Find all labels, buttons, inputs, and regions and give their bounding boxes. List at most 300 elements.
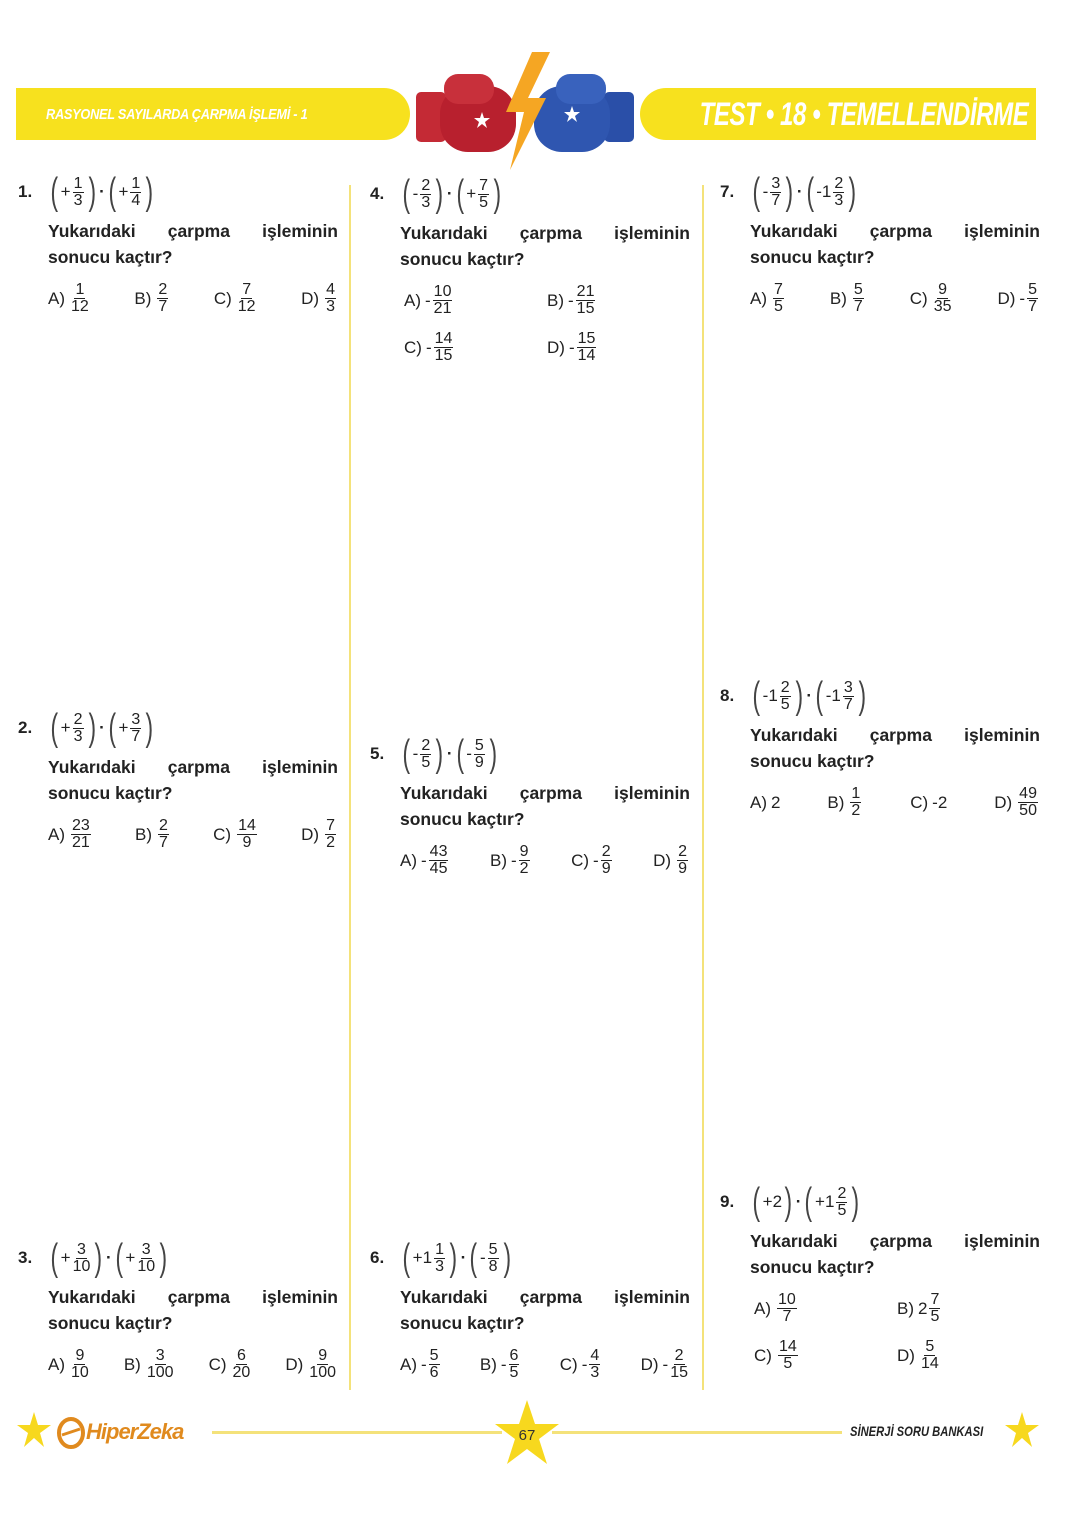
fraction <box>519 844 530 877</box>
option-value <box>236 282 258 315</box>
right-paren: ) <box>795 675 803 717</box>
answer-option-a[interactable] <box>48 818 93 851</box>
logo-icon <box>56 1415 86 1449</box>
fraction <box>778 1339 798 1372</box>
factor <box>454 175 504 213</box>
answer-options <box>18 818 338 851</box>
factor-value <box>61 712 86 745</box>
option-label: D) <box>547 337 565 357</box>
answer-options <box>720 1292 1040 1372</box>
question-number: 7. <box>720 182 735 201</box>
factor <box>750 677 805 715</box>
question-number: 1. <box>18 182 33 201</box>
numerator: 10 <box>433 283 452 300</box>
factor-value <box>413 738 434 771</box>
prompt-line <box>750 218 1040 244</box>
option-label: D) <box>285 1354 304 1374</box>
answer-option-a[interactable] <box>404 284 547 317</box>
option-label: A) <box>400 1354 417 1374</box>
question-number: 5. <box>370 744 385 763</box>
denominator: 12 <box>237 298 256 315</box>
prompt-word: Yukarıdaki <box>750 725 838 745</box>
sign: - <box>510 850 517 870</box>
denominator: 3 <box>73 191 83 209</box>
numerator: 5 <box>1028 281 1037 298</box>
prompt-line <box>750 722 1040 748</box>
fraction <box>429 844 449 877</box>
left-paren: ( <box>50 707 59 749</box>
denominator: 6 <box>429 1364 439 1381</box>
factor <box>813 677 868 715</box>
denominator: 15 <box>434 347 453 364</box>
left-paren: ( <box>752 171 761 213</box>
answer-option-b[interactable] <box>547 284 690 317</box>
sign: - <box>568 337 575 357</box>
option-label: B) <box>134 288 152 308</box>
question-prompt <box>370 220 690 272</box>
option-label: C) <box>754 1345 772 1365</box>
fraction <box>325 282 336 315</box>
fraction <box>853 282 864 315</box>
multiply-dot-icon: · <box>99 718 105 737</box>
answer-option-a[interactable] <box>400 844 450 877</box>
question-number: 9. <box>720 1192 735 1211</box>
factor <box>750 173 796 211</box>
left-paren: ( <box>815 675 824 717</box>
fraction <box>434 1242 445 1275</box>
question-header <box>370 732 690 776</box>
option-value <box>675 844 690 877</box>
test-title: TEST • 18 • TEMELLENDİRME <box>699 95 1028 132</box>
option-value <box>932 793 947 813</box>
answer-option-b[interactable] <box>134 282 170 315</box>
answer-option-a[interactable] <box>750 282 786 315</box>
option-label: A) <box>48 824 65 844</box>
answer-option-c[interactable] <box>910 786 947 819</box>
fraction <box>71 818 91 851</box>
prompt-line: sonucu kaçtır? <box>400 1313 525 1333</box>
answer-option-c[interactable] <box>754 1339 897 1372</box>
answer-option-a[interactable] <box>754 1292 897 1325</box>
sign: - <box>412 744 419 763</box>
option-label: A) <box>754 1298 771 1318</box>
option-value <box>145 1348 176 1381</box>
denominator: 4 <box>131 191 141 209</box>
answer-options <box>370 844 690 877</box>
numerator: 2 <box>159 817 168 834</box>
answer-option-a[interactable] <box>48 282 91 315</box>
factor-value <box>480 1242 501 1275</box>
numerator: 10 <box>778 1291 796 1308</box>
question-9 <box>720 1180 1040 1372</box>
prompt-line: sonucu kaçtır? <box>750 1257 875 1277</box>
left-paren: ( <box>456 173 464 215</box>
question-header <box>18 706 338 750</box>
numerator: 5 <box>488 1240 498 1258</box>
option-label: D) <box>301 824 320 844</box>
whole-part: 1 <box>831 686 841 705</box>
prompt-word: çarpma <box>519 783 582 803</box>
option-label: C) <box>559 1354 578 1374</box>
answer-option-d[interactable] <box>285 1348 338 1381</box>
prompt-word: işleminin <box>614 783 690 803</box>
sign: + <box>815 1192 825 1211</box>
option-label: A) <box>750 288 767 308</box>
sign: + <box>762 1192 773 1211</box>
factor-value <box>466 178 491 211</box>
numerator: 2 <box>421 176 431 194</box>
denominator: 5 <box>837 1201 847 1219</box>
question-header <box>720 1180 1040 1224</box>
option-value <box>1019 282 1040 315</box>
option-value <box>235 818 259 851</box>
fraction <box>420 178 431 211</box>
sign: - <box>593 850 599 870</box>
multiply-dot-icon: · <box>460 1248 467 1267</box>
answer-option-c[interactable] <box>404 331 547 364</box>
right-paren: ) <box>449 1237 458 1279</box>
numerator: 2 <box>678 843 687 860</box>
left-paren: ( <box>402 1237 411 1279</box>
multiply-dot-icon: · <box>806 686 813 705</box>
answer-option-d[interactable] <box>641 1348 690 1381</box>
fraction <box>71 282 89 315</box>
topic-title: RASYONEL SAYILARDA ÇARPMA İŞLEMİ - 1 <box>46 105 308 123</box>
question-3 <box>18 1236 338 1381</box>
answer-option-d[interactable] <box>653 844 690 877</box>
factor <box>454 735 500 773</box>
answer-option-a[interactable] <box>48 1348 91 1381</box>
numerator: 3 <box>131 710 141 728</box>
question-prompt <box>720 722 1040 774</box>
numerator: 14 <box>778 1338 797 1355</box>
question-header <box>370 1236 690 1280</box>
sign: + <box>125 1248 136 1267</box>
denominator: 35 <box>933 298 952 315</box>
expression <box>400 175 504 213</box>
option-label: D) <box>640 1354 659 1374</box>
prompt-word: işleminin <box>964 221 1040 241</box>
answer-option-d[interactable] <box>994 786 1040 819</box>
logo-text: HiperZeka <box>86 1419 184 1444</box>
question-prompt <box>18 1284 338 1336</box>
prompt-line: sonucu kaçtır? <box>400 809 525 829</box>
prompt-word: çarpma <box>869 725 932 745</box>
denominator: 7 <box>1028 298 1037 315</box>
denominator: 3 <box>326 298 335 315</box>
option-label: D) <box>994 792 1013 812</box>
answer-option-c[interactable] <box>209 1348 253 1381</box>
prompt-word: işleminin <box>614 223 690 243</box>
numerator: 23 <box>72 817 90 834</box>
prompt-line <box>400 220 690 246</box>
option-value <box>323 818 338 851</box>
fraction <box>478 178 489 211</box>
question-header <box>370 172 690 216</box>
answer-option-d[interactable] <box>997 282 1040 315</box>
left-paren: ( <box>108 707 116 749</box>
fraction <box>130 712 141 745</box>
option-label: B) <box>123 1354 141 1374</box>
prompt-word: Yukarıdaki <box>48 221 136 241</box>
answer-option-b[interactable] <box>490 844 532 877</box>
prompt-line: sonucu kaçtır? <box>48 783 173 803</box>
expression <box>750 677 868 715</box>
test-banner <box>640 88 1036 140</box>
numerator: 6 <box>236 1347 246 1364</box>
option-label: C) <box>208 1354 227 1374</box>
option-label: C) <box>571 850 590 870</box>
prompt-line <box>48 218 338 244</box>
fraction <box>73 712 84 745</box>
page-number: 67 <box>518 1427 536 1444</box>
question-prompt <box>18 218 338 270</box>
answer-option-b[interactable] <box>897 1292 1040 1325</box>
prompt-word: çarpma <box>519 1287 582 1307</box>
numerator: 15 <box>577 330 596 347</box>
denominator: 3 <box>73 727 83 745</box>
factor <box>48 709 98 747</box>
answer-option-b[interactable] <box>827 786 863 819</box>
left-paren: ( <box>50 171 59 213</box>
factor <box>750 1183 795 1221</box>
answer-options <box>720 786 1040 819</box>
numerator: 9 <box>75 1347 85 1364</box>
sign: - <box>568 290 574 310</box>
multiply-dot-icon: · <box>99 182 105 201</box>
numerator: 3 <box>155 1347 165 1364</box>
prompt-word: işleminin <box>262 1287 338 1307</box>
denominator: 9 <box>242 834 252 851</box>
prompt-line: sonucu kaçtır? <box>48 247 173 267</box>
sign: - <box>662 1354 669 1374</box>
factor-value <box>413 178 434 211</box>
right-paren: ) <box>851 1181 860 1223</box>
denominator: 2 <box>519 860 529 877</box>
answer-option-c[interactable] <box>214 282 258 315</box>
right-paren: ) <box>145 171 154 213</box>
left-paren: ( <box>752 675 761 717</box>
factor-value <box>118 712 143 745</box>
sign: + <box>466 184 477 203</box>
prompt-word: çarpma <box>869 221 932 241</box>
numerator: 7 <box>774 281 783 298</box>
fraction <box>309 1348 336 1381</box>
fraction <box>589 1348 600 1381</box>
option-value <box>771 282 786 315</box>
left-paren: ( <box>108 171 116 213</box>
fraction <box>850 786 861 819</box>
denominator: 3 <box>421 193 431 211</box>
numerator: 7 <box>930 1291 940 1308</box>
expression <box>400 1239 513 1277</box>
numerator: 14 <box>434 330 453 347</box>
question-header <box>18 1236 338 1280</box>
numerator: 2 <box>834 174 844 192</box>
answer-option-a[interactable] <box>750 786 780 819</box>
fraction <box>601 844 612 877</box>
sign: + <box>118 182 129 201</box>
prompt-word: işleminin <box>964 1231 1040 1251</box>
denominator: 5 <box>780 695 790 713</box>
denominator: 7 <box>159 834 168 851</box>
right-paren: ) <box>489 733 497 775</box>
fraction <box>509 1348 520 1381</box>
value: 2 <box>771 792 781 812</box>
prompt-word: Yukarıdaki <box>750 1231 838 1251</box>
answer-option-d[interactable] <box>301 818 338 851</box>
answer-option-c[interactable] <box>213 818 259 851</box>
right-paren: ) <box>784 1181 793 1223</box>
sign: + <box>412 1248 423 1267</box>
denominator: 7 <box>131 727 141 745</box>
denominator: 9 <box>601 860 611 877</box>
factor <box>400 175 446 213</box>
factor-value <box>413 1242 447 1275</box>
value: 2 <box>772 1192 783 1211</box>
option-value <box>569 331 598 364</box>
numerator: 1 <box>75 281 85 298</box>
answer-option-d[interactable] <box>301 282 338 315</box>
denominator: 5 <box>479 193 489 211</box>
answer-option-d[interactable] <box>547 331 690 364</box>
denominator: 14 <box>920 1355 939 1372</box>
question-6 <box>370 1236 690 1381</box>
question-header <box>720 674 1040 718</box>
option-value <box>421 1348 442 1381</box>
sign: - <box>581 1354 588 1374</box>
numerator: 5 <box>429 1347 439 1364</box>
fraction <box>929 1292 940 1325</box>
denominator: 7 <box>158 298 168 315</box>
question-1 <box>18 170 338 315</box>
question-number: 6. <box>370 1248 385 1267</box>
factor <box>48 1239 105 1277</box>
option-label: B) <box>135 824 153 844</box>
factor-value <box>816 176 846 209</box>
factor-value <box>118 176 143 209</box>
option-value <box>231 1348 253 1381</box>
answer-option-a[interactable] <box>400 1348 442 1381</box>
option-label: C) <box>404 337 422 357</box>
numerator: 14 <box>238 817 256 834</box>
fraction <box>770 176 781 209</box>
numerator: 5 <box>925 1338 935 1355</box>
option-label: C) <box>213 824 232 844</box>
option-label: B) <box>829 288 847 308</box>
option-value <box>69 818 93 851</box>
question-prompt <box>370 780 690 832</box>
prompt-word: işleminin <box>614 1287 690 1307</box>
sign: - <box>825 686 832 705</box>
answer-option-b[interactable] <box>135 818 171 851</box>
answer-option-c[interactable] <box>571 844 614 877</box>
answer-option-b[interactable] <box>124 1348 176 1381</box>
answer-option-b[interactable] <box>480 1348 522 1381</box>
denominator: 5 <box>774 298 783 315</box>
option-value <box>307 1348 338 1381</box>
numerator: 7 <box>242 281 252 298</box>
fraction <box>73 176 84 209</box>
answer-option-c[interactable] <box>910 282 954 315</box>
option-label: C) <box>910 792 929 812</box>
expression <box>48 709 156 747</box>
series-brand: SİNERJİ SORU BANKASI <box>850 1423 984 1439</box>
numerator: 7 <box>479 176 489 194</box>
right-paren: ) <box>848 171 857 213</box>
numerator: 2 <box>837 1184 847 1202</box>
option-value <box>426 331 455 364</box>
numerator: 3 <box>77 1240 86 1258</box>
numerator: 2 <box>674 1347 684 1364</box>
option-label: C) <box>213 288 232 308</box>
prompt-line <box>48 1284 338 1310</box>
denominator: 10 <box>71 1364 89 1381</box>
option-label: B) <box>547 290 564 310</box>
column-divider <box>349 185 351 1390</box>
option-label: A) <box>404 290 421 310</box>
answer-option-d[interactable] <box>897 1339 1040 1372</box>
numerator: 1 <box>435 1240 444 1258</box>
denominator: 12 <box>71 298 89 315</box>
expression <box>750 173 859 211</box>
prompt-line <box>750 1228 1040 1254</box>
numerator: 5 <box>853 281 863 298</box>
denominator: 20 <box>232 1364 251 1381</box>
factor-value <box>61 1242 93 1275</box>
whole-part: 1 <box>422 1248 433 1267</box>
numerator: 7 <box>326 817 335 834</box>
question-prompt <box>18 754 338 806</box>
fraction <box>474 738 485 771</box>
prompt-line: sonucu kaçtır? <box>750 751 875 771</box>
prompt-line <box>48 754 338 780</box>
denominator: 50 <box>1019 802 1037 819</box>
denominator: 7 <box>843 695 853 713</box>
denominator: 9 <box>474 753 484 771</box>
prompt-word: Yukarıdaki <box>48 1287 136 1307</box>
prompt-line: sonucu kaçtır? <box>400 249 525 269</box>
option-label: B) <box>827 792 845 812</box>
fraction <box>434 331 454 364</box>
factor <box>804 173 859 211</box>
fraction <box>1027 282 1038 315</box>
option-label: D) <box>653 850 672 870</box>
factor <box>48 173 98 211</box>
sign: - <box>421 850 427 870</box>
option-label: A) <box>48 1354 65 1374</box>
question-number: 3. <box>18 1248 33 1267</box>
question-5 <box>370 732 690 877</box>
option-value <box>155 282 170 315</box>
answer-option-c[interactable] <box>560 1348 603 1381</box>
answer-options <box>370 284 690 364</box>
denominator: 8 <box>488 1257 498 1275</box>
denominator: 7 <box>782 1308 792 1325</box>
denominator: 5 <box>509 1364 519 1381</box>
denominator: 2 <box>851 802 861 819</box>
whole-part: 1 <box>768 686 778 705</box>
answer-option-b[interactable] <box>830 282 866 315</box>
denominator: 15 <box>670 1364 688 1381</box>
star-icon <box>16 1410 52 1450</box>
footer-line <box>552 1431 842 1434</box>
sign: - <box>816 182 822 201</box>
whole-part: 1 <box>824 1192 835 1211</box>
prompt-word: Yukarıdaki <box>750 221 838 241</box>
denominator: 3 <box>590 1364 600 1381</box>
factor-value <box>763 1192 782 1212</box>
